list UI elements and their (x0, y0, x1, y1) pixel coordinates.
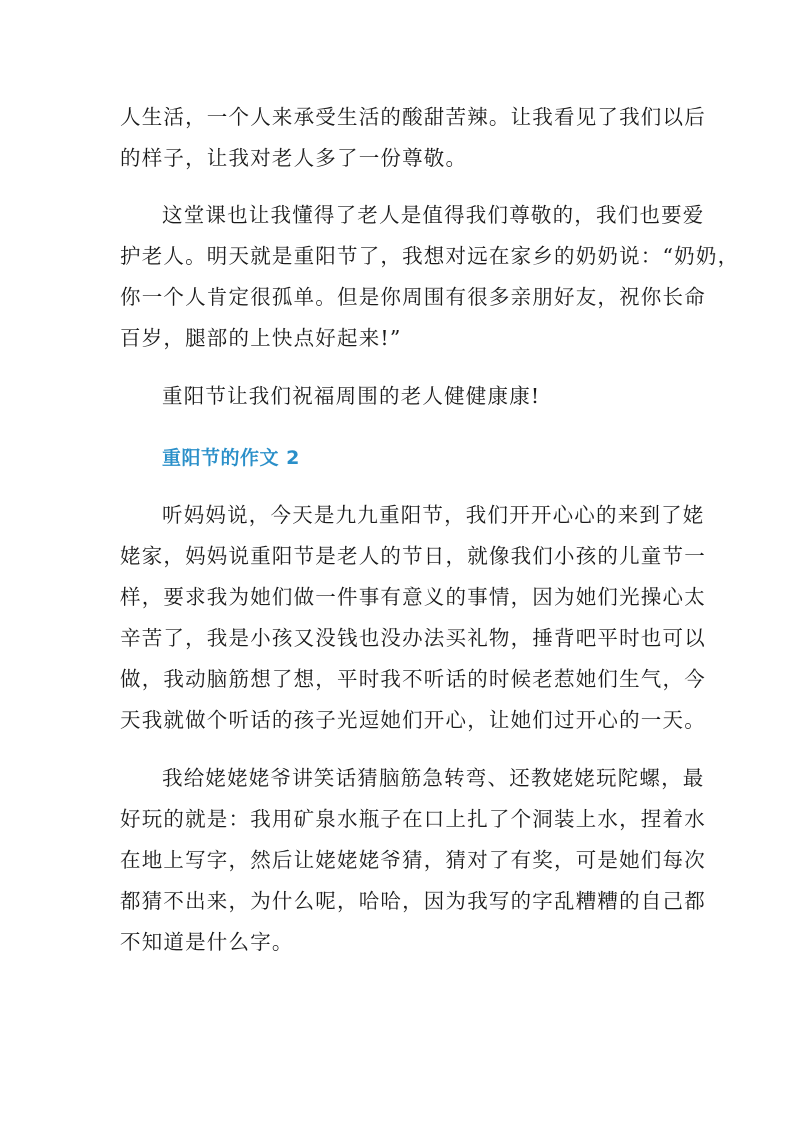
paragraph-2-line-4: 百岁，腿部的上快点好起来!” (120, 326, 402, 350)
section-paragraph-1-line-4: 辛苦了，我是小孩又没钱也没办法买礼物，捶背吧平时也可以 (120, 626, 706, 650)
paragraph-3-line-1: 重阳节让我们祝福周围的老人健健康康! (162, 384, 541, 408)
section-paragraph-2-line-1: 我给姥姥姥爷讲笑话猜脑筋急转弯、还教姥姥玩陀螺，最 (162, 766, 705, 790)
section-paragraph-2-line-5: 不知道是什么字。 (120, 930, 294, 954)
section-paragraph-2-line-2: 好玩的就是：我用矿泉水瓶子在口上扎了个洞装上水，捏着水 (120, 807, 706, 831)
section-paragraph-2-line-4: 都猜不出来，为什么呢，哈哈，因为我写的字乱糟糟的自己都 (120, 889, 706, 913)
section-paragraph-1-line-1: 听妈妈说，今天是九九重阳节，我们开开心心的来到了姥 (162, 503, 705, 527)
section-paragraph-1-line-3: 样，要求我为她们做一件事有意义的事情，因为她们光操心太 (120, 585, 706, 609)
section-paragraph-2-line-3: 在地上写字，然后让姥姥姥爷猜，猜对了有奖，可是她们每次 (120, 848, 706, 872)
paragraph-1-line-2: 的样子，让我对老人多了一份尊敬。 (120, 146, 468, 170)
section-paragraph-1-line-6: 天我就做个听话的孩子光逗她们开心，让她们过开心的一天。 (120, 708, 706, 732)
section-heading: 重阳节的作文 2 (162, 447, 300, 469)
paragraph-2-line-1: 这堂课也让我懂得了老人是值得我们尊敬的，我们也要爱 (162, 203, 705, 227)
paragraph-2-line-3: 你一个人肯定很孤单。但是你周围有很多亲朋好友，祝你长命 (120, 285, 706, 309)
section-paragraph-1-line-5: 做，我动脑筋想了想，平时我不听话的时候老惹她们生气，今 (120, 667, 706, 691)
paragraph-1-line-1: 人生活，一个人来承受生活的酸甜苦辣。让我看见了我们以后 (120, 105, 706, 129)
section-paragraph-1-line-2: 姥家，妈妈说重阳节是老人的节日，就像我们小孩的儿童节一 (120, 544, 706, 568)
paragraph-2-line-2: 护老人。明天就是重阳节了，我想对远在家乡的奶奶说：“奶奶， (120, 244, 740, 268)
